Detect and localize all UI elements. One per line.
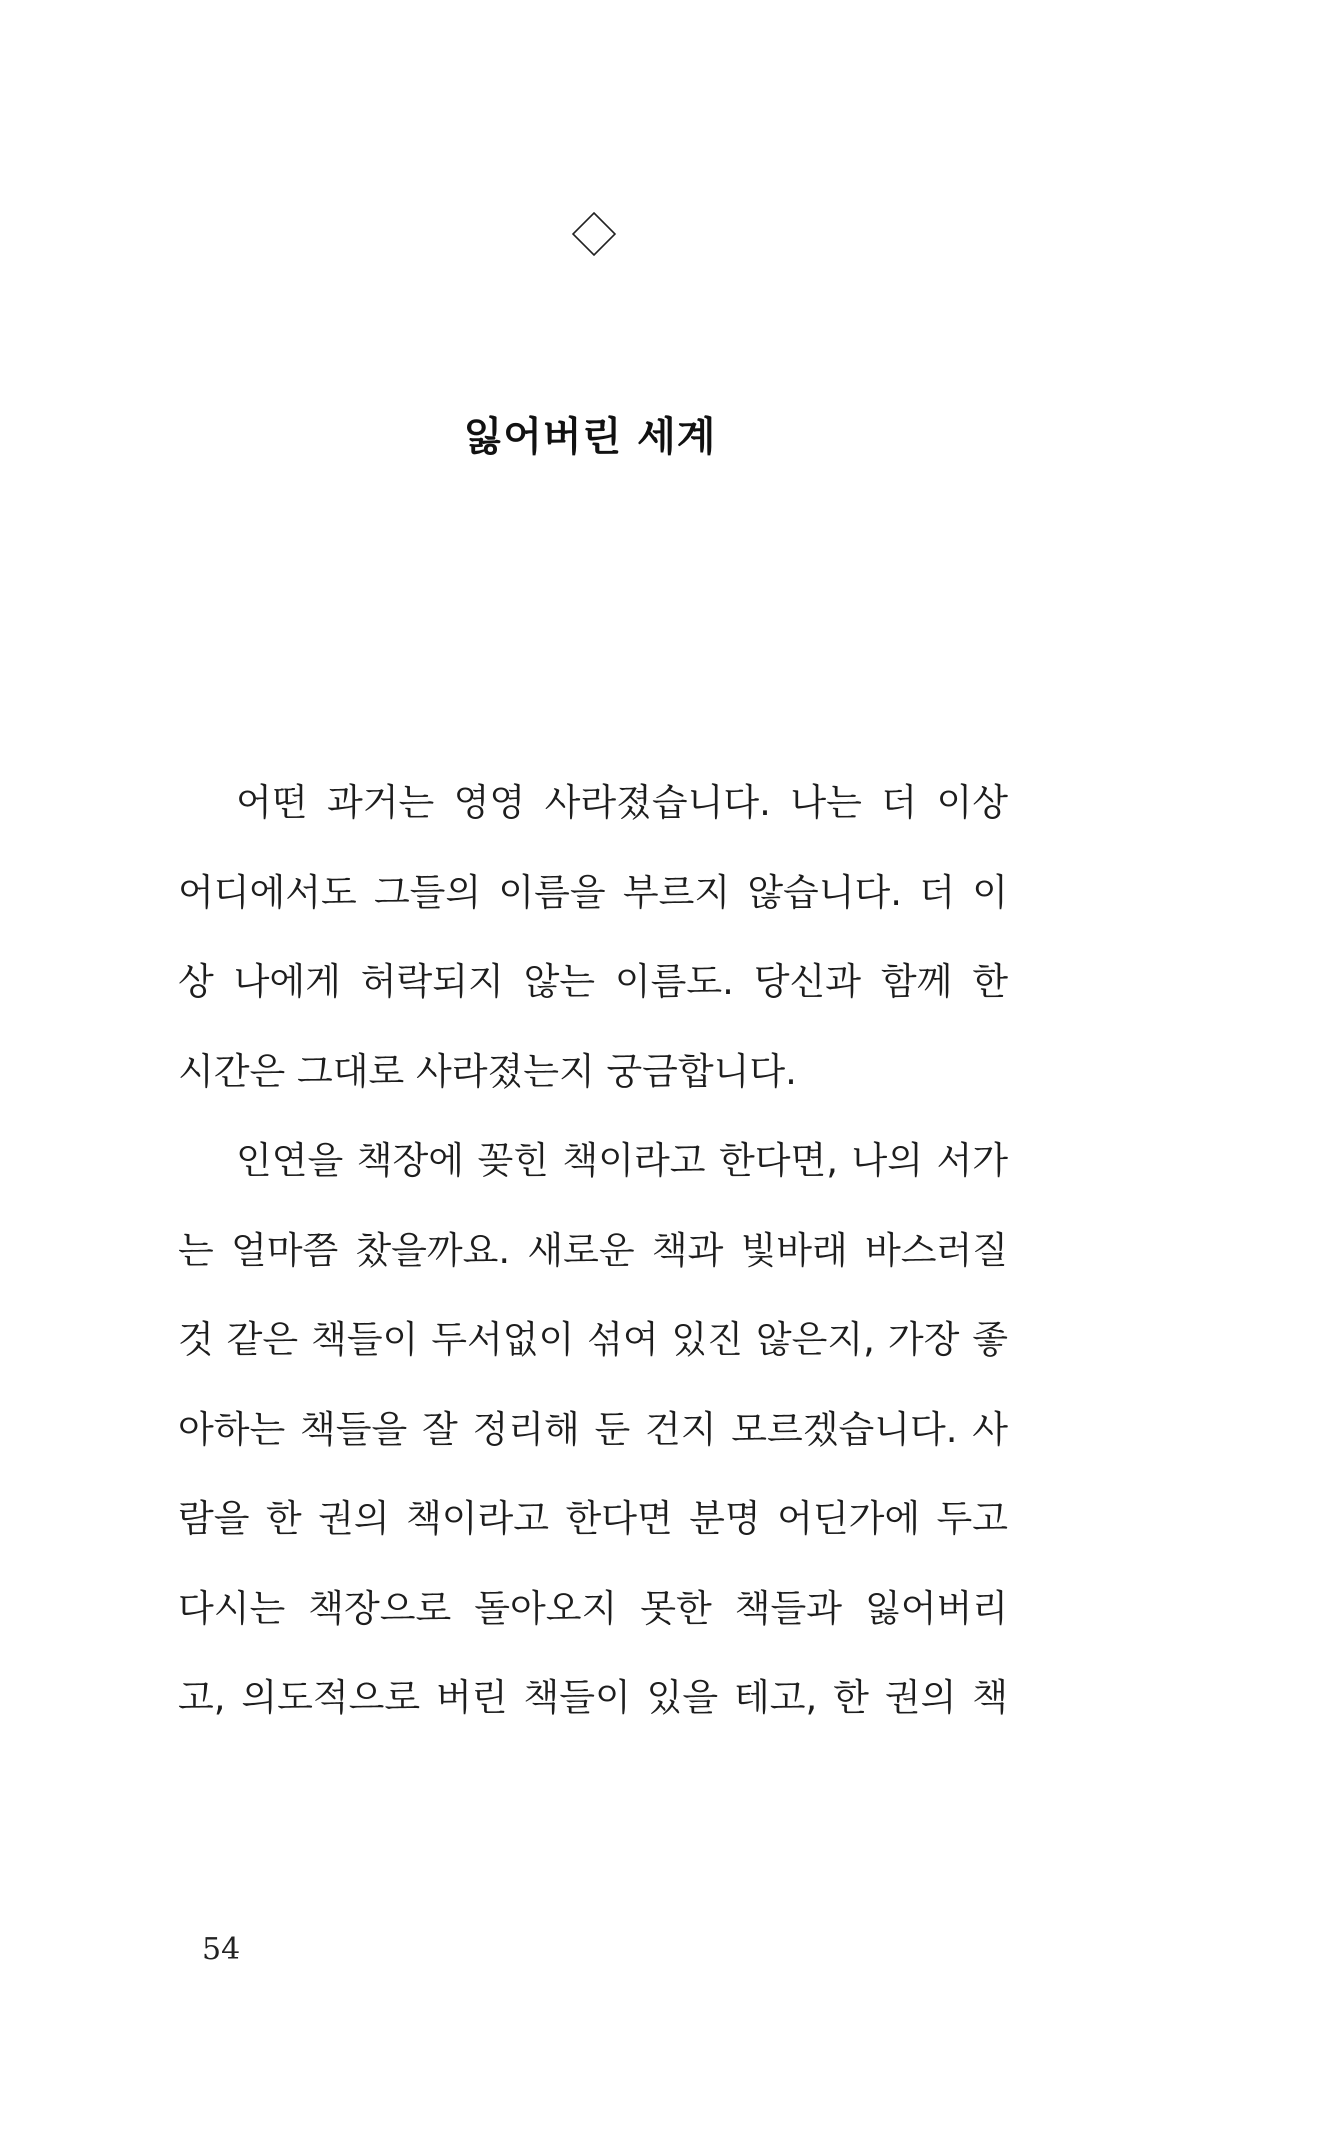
chapter-title: 잃어버린 세계 xyxy=(463,414,717,460)
page-number: 54 xyxy=(202,1932,241,1967)
text-line: 아하는 책들을 잘 정리해 둔 건지 모르겠습니다. 사 xyxy=(178,1407,1008,1451)
text-line: 상 나에게 허락되지 않는 이름도. 당신과 함께 한 xyxy=(178,960,1008,1003)
body-text xyxy=(178,758,1008,1743)
text-line: 것 같은 책들이 두서없이 섞여 있진 않은지, 가장 좋 xyxy=(178,1318,1008,1361)
text-line: 람을 한 권의 책이라고 한다면 분명 어딘가에 두고 xyxy=(178,1497,1008,1540)
text-line: 고, 의도적으로 버린 책들이 있을 테고, 한 권의 책 xyxy=(178,1676,1008,1719)
text-line: 다시는 책장으로 돌아오지 못한 책들과 잃어버리 xyxy=(178,1586,1008,1630)
text-line: 어디에서도 그들의 이름을 부르지 않습니다. 더 이 xyxy=(178,870,1008,914)
diamond-outline-icon xyxy=(572,212,616,256)
text-line: 어떤 과거는 영영 사라졌습니다. 나는 더 이상 xyxy=(236,781,1008,824)
text-line: 인연을 책장에 꽂힌 책이라고 한다면, 나의 서가 xyxy=(236,1139,1008,1182)
text-line: 시간은 그대로 사라졌는지 궁금합니다. xyxy=(178,1049,797,1093)
text-line: 는 얼마쯤 찼을까요. 새로운 책과 빛바래 바스러질 xyxy=(178,1228,1008,1272)
